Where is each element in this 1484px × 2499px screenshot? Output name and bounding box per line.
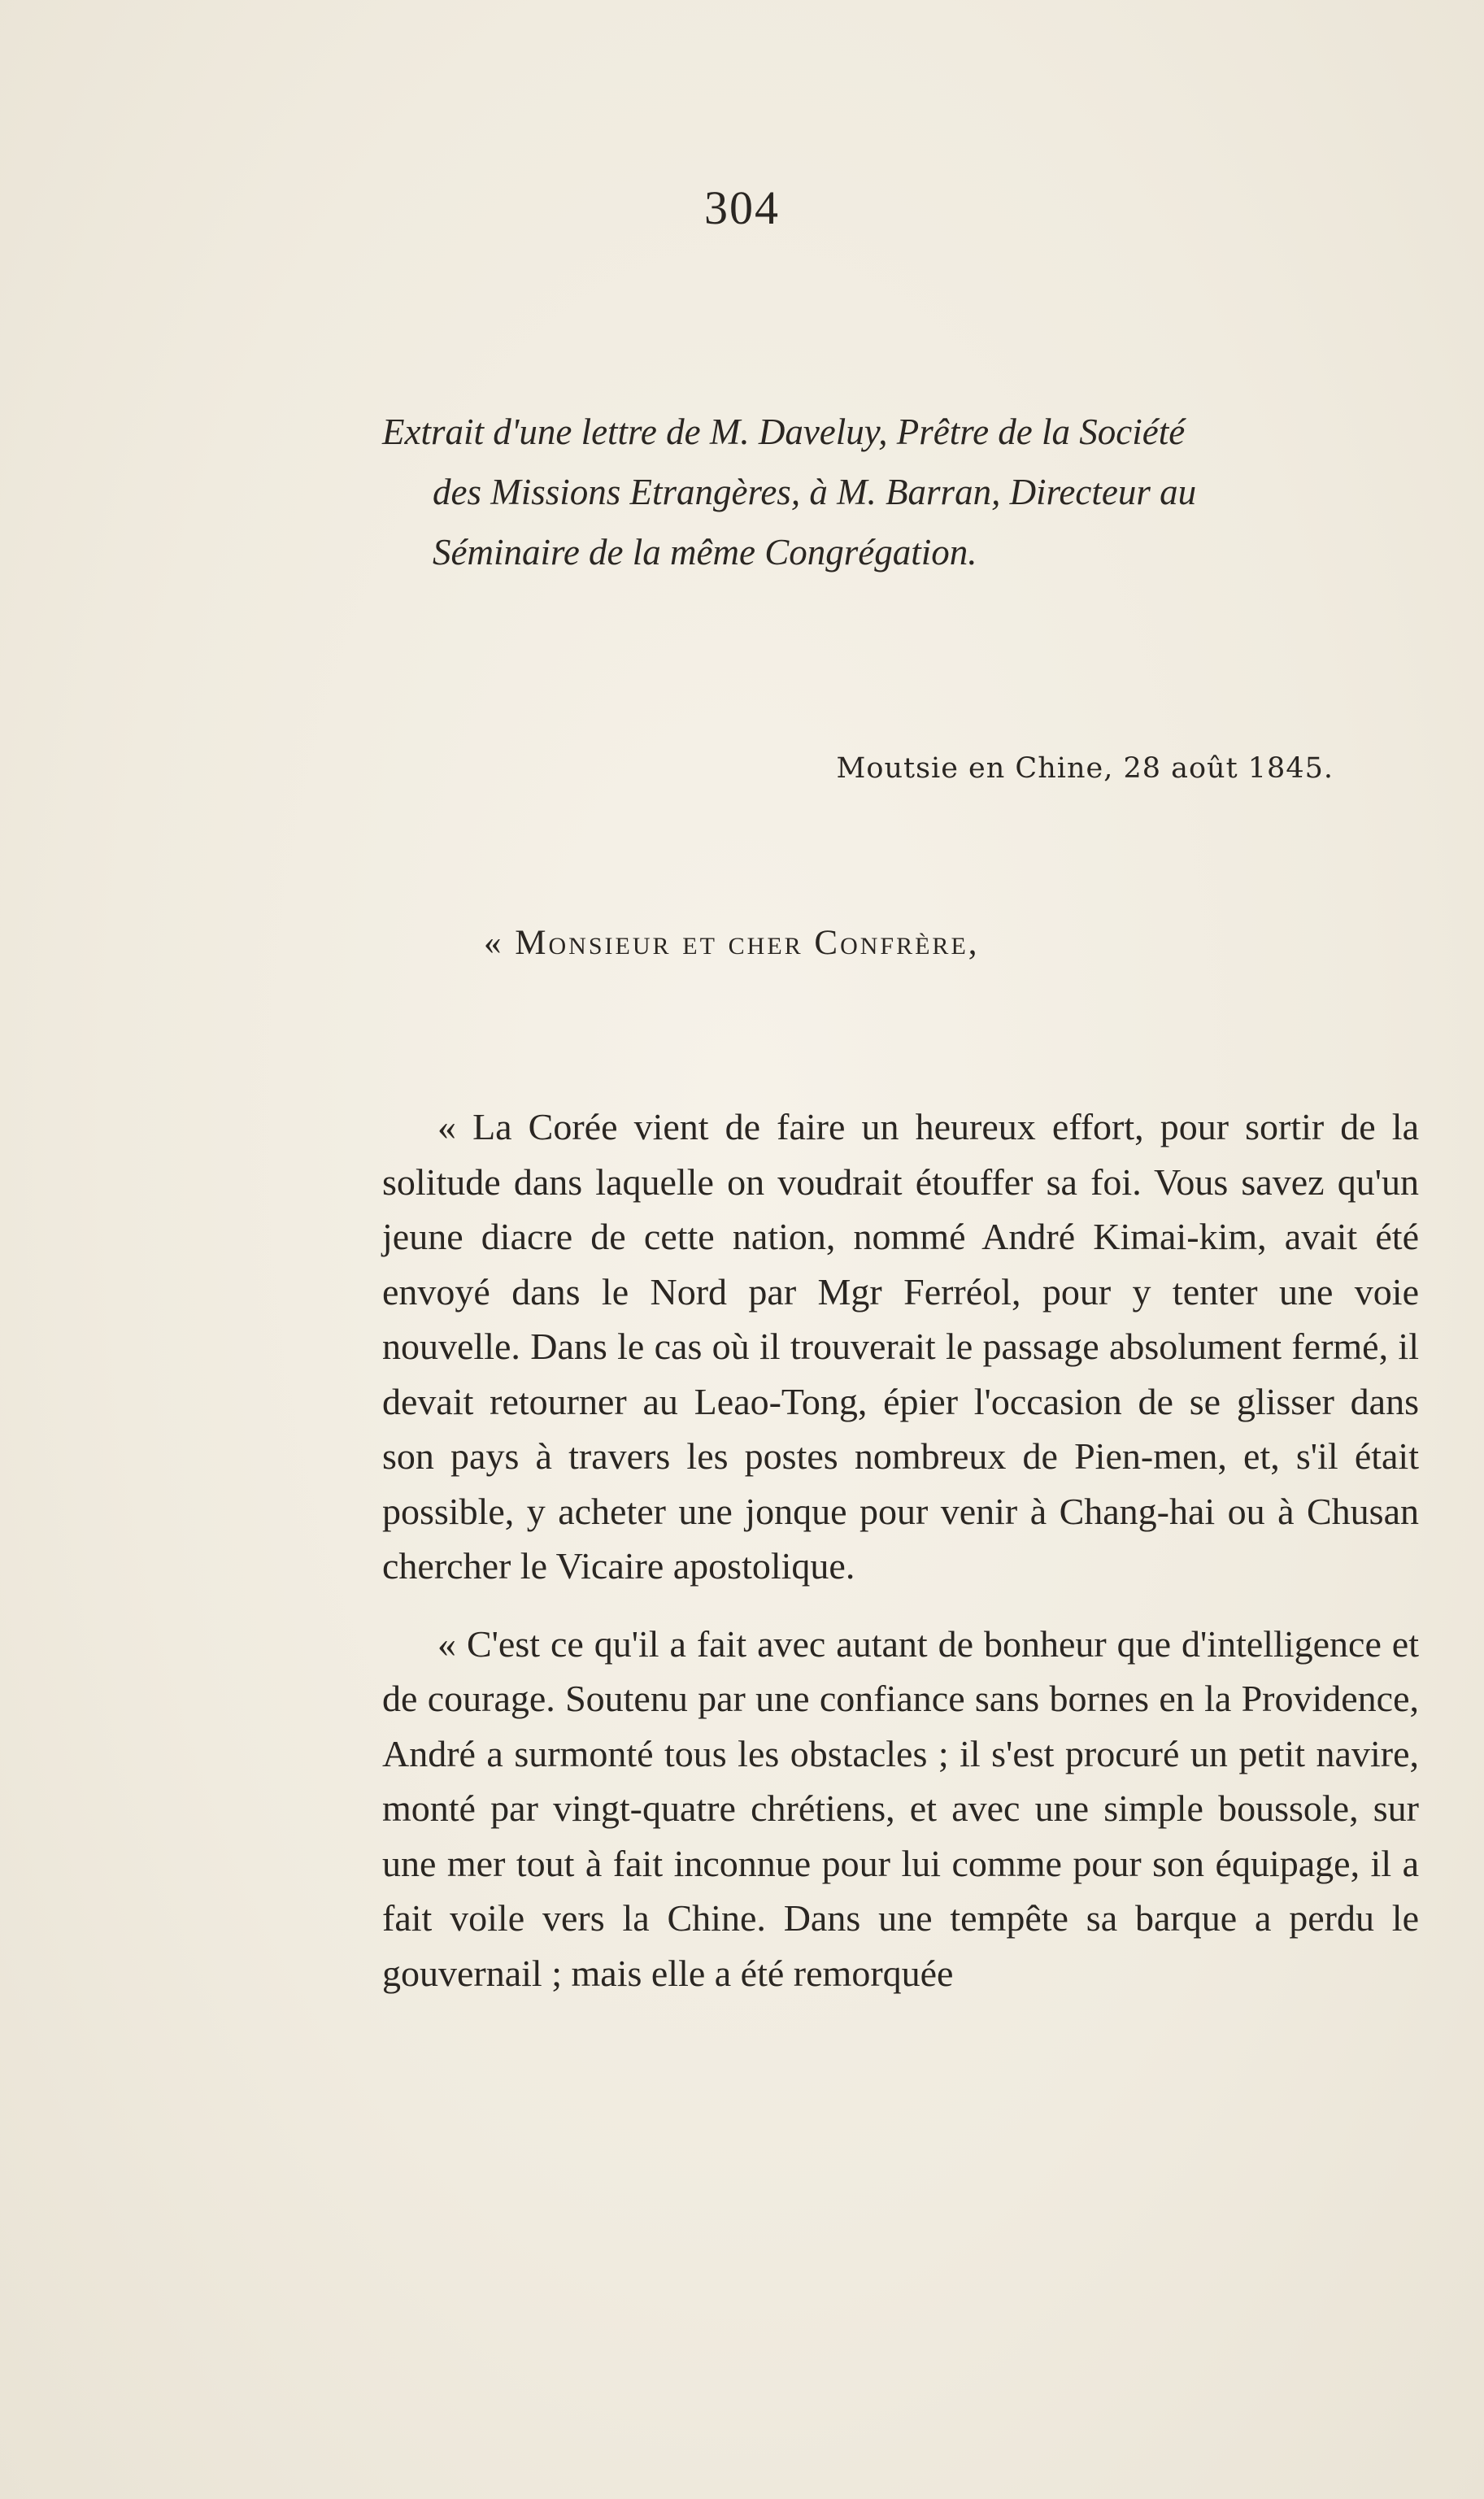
heading-line: des Missions Etrangères, à M. Barran, Directeur au	[433, 472, 1197, 512]
salutation: « Monsieur et cher Confrère,	[484, 924, 980, 962]
paragraph: « C'est ce qu'il a fait avec autant de bonheur que d'intelligence et de courage. Soutenu par une confiance sans bornes en la Providence, André a surmonté tous les obstacles ; il s'est procuré un petit navire, monté par vingt-quatre chrétiens, et avec une simple boussole, sur une mer tout à fait inconnue pour lui comme pour son équipage, il a fait voile vers la Chine. Dans une tempête sa barque a perdu le gouvernail ; mais elle a été remorquée	[382, 1622, 1419, 1994]
dateline: Moutsie en Chine, 28 août 1845.	[836, 752, 1334, 785]
page-number: 304	[704, 181, 780, 234]
heading-line: Séminaire de la même Congrégation.	[433, 532, 977, 573]
heading-line: Extrait d'une lettre de M. Daveluy, Prêtre de la Société	[382, 411, 1186, 452]
letter-body	[382, 1099, 1419, 2023]
letter-heading	[382, 402, 1423, 582]
paragraph: « La Corée vient de faire un heureux effort, pour sortir de la solitude dans laquelle on voudrait étouffer sa foi. Vous savez qu'un jeune diacre de cette nation, nommé André Kimai-kim, avait été envoyé dans le Nord par Mgr Ferréol, pour y tenter une voie nouvelle. Dans le cas où il trouverait le passage absolument fermé, il devait retourner au Leao-Tong, épier l'occasion de se glisser dans son pays à travers les postes nombreux de Pien-men, et, s'il était possible, y acheter une jonque pour venir à Chang-hai ou à Chusan chercher le Vicaire apostolique.	[382, 1106, 1419, 1587]
